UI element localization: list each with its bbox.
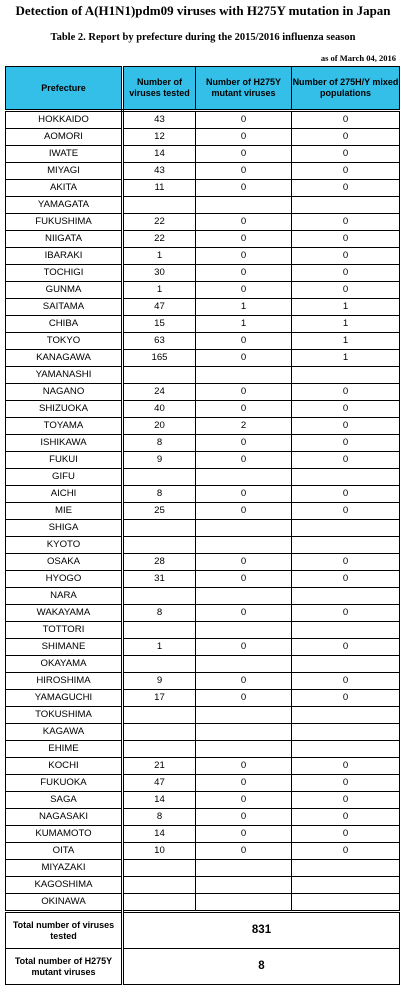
h275y-mutant-cell: 0 — [196, 503, 292, 520]
h275y-mutant-cell: 0 — [196, 639, 292, 656]
table-row — [6, 605, 400, 622]
viruses-tested-cell — [123, 622, 196, 639]
prefecture-cell: OKAYAMA — [6, 656, 123, 673]
mixed-population-cell: 0 — [292, 554, 400, 571]
total-tested-value: 831 — [123, 912, 400, 949]
h275y-mutant-cell — [196, 724, 292, 741]
viruses-tested-cell: 22 — [123, 231, 196, 248]
h275y-mutant-cell: 1 — [196, 299, 292, 316]
h275y-mutant-cell: 0 — [196, 146, 292, 163]
table-row — [6, 622, 400, 639]
viruses-tested-cell: 1 — [123, 282, 196, 299]
viruses-tested-cell: 47 — [123, 775, 196, 792]
h275y-mutant-cell: 0 — [196, 214, 292, 231]
viruses-tested-cell — [123, 197, 196, 214]
h275y-mutant-cell — [196, 741, 292, 758]
mixed-population-cell — [292, 367, 400, 384]
mixed-population-cell: 0 — [292, 826, 400, 843]
total-mutants-value: 8 — [123, 949, 400, 985]
mixed-population-cell — [292, 520, 400, 537]
mixed-population-cell: 1 — [292, 333, 400, 350]
prefecture-cell: EHIME — [6, 741, 123, 758]
h275y-mutant-cell: 0 — [196, 758, 292, 775]
table-row — [6, 724, 400, 741]
table-row — [6, 758, 400, 775]
h275y-mutant-cell — [196, 520, 292, 537]
table-row — [6, 503, 400, 520]
table-row — [6, 350, 400, 367]
table-row — [6, 282, 400, 299]
table-row — [6, 163, 400, 180]
h275y-mutant-cell — [196, 656, 292, 673]
table-row — [6, 418, 400, 435]
viruses-tested-cell: 14 — [123, 146, 196, 163]
total-row-mutants — [6, 949, 400, 985]
table-row — [6, 571, 400, 588]
viruses-tested-cell: 165 — [123, 350, 196, 367]
mixed-population-cell: 0 — [292, 639, 400, 656]
h275y-mutant-cell: 0 — [196, 333, 292, 350]
h275y-mutant-cell: 0 — [196, 452, 292, 469]
prefecture-cell: TOKUSHIMA — [6, 707, 123, 724]
table-row — [6, 180, 400, 197]
viruses-tested-cell — [123, 656, 196, 673]
prefecture-cell: TOYAMA — [6, 418, 123, 435]
viruses-tested-cell: 43 — [123, 163, 196, 180]
prefecture-cell: MIYAGI — [6, 163, 123, 180]
h275y-mutant-cell — [196, 622, 292, 639]
mixed-population-cell — [292, 622, 400, 639]
mixed-population-cell — [292, 741, 400, 758]
mixed-population-cell — [292, 860, 400, 877]
prefecture-cell: KAGAWA — [6, 724, 123, 741]
mixed-population-cell: 0 — [292, 282, 400, 299]
table-row — [6, 792, 400, 809]
viruses-tested-cell — [123, 877, 196, 894]
table-row — [6, 588, 400, 605]
viruses-tested-cell: 17 — [123, 690, 196, 707]
mixed-population-cell — [292, 877, 400, 894]
h275y-mutant-cell — [196, 588, 292, 605]
viruses-tested-cell — [123, 741, 196, 758]
viruses-tested-cell: 9 — [123, 673, 196, 690]
h275y-mutant-cell: 0 — [196, 826, 292, 843]
viruses-tested-cell: 25 — [123, 503, 196, 520]
prefecture-cell: YAMAGATA — [6, 197, 123, 214]
page-title: Detection of A(H1N1)pdm09 viruses with H275Y mutation in Japan — [15, 3, 391, 18]
prefecture-cell: SAGA — [6, 792, 123, 809]
h275y-mutant-cell — [196, 877, 292, 894]
table-row — [6, 639, 400, 656]
prefecture-cell: KAGOSHIMA — [6, 877, 123, 894]
table-row — [6, 129, 400, 146]
viruses-tested-cell: 43 — [123, 111, 196, 129]
viruses-tested-cell — [123, 894, 196, 912]
h275y-mutant-cell: 0 — [196, 554, 292, 571]
mixed-population-cell: 0 — [292, 605, 400, 622]
h275y-mutant-cell: 0 — [196, 673, 292, 690]
h275y-mutant-cell — [196, 469, 292, 486]
h275y-mutant-cell: 2 — [196, 418, 292, 435]
table-totals — [6, 912, 400, 985]
viruses-tested-cell: 1 — [123, 639, 196, 656]
mixed-population-cell: 0 — [292, 452, 400, 469]
prefecture-cell: ISHIKAWA — [6, 435, 123, 452]
prefecture-cell: HIROSHIMA — [6, 673, 123, 690]
mixed-population-cell: 0 — [292, 265, 400, 282]
table-row — [6, 894, 400, 912]
h275y-mutant-cell: 0 — [196, 265, 292, 282]
h275y-mutant-cell — [196, 894, 292, 912]
h275y-mutant-cell: 0 — [196, 571, 292, 588]
prefecture-cell: SAITAMA — [6, 299, 123, 316]
table-row — [6, 741, 400, 758]
viruses-tested-cell: 9 — [123, 452, 196, 469]
total-tested-label: Total number of viruses tested — [6, 912, 123, 949]
table-row — [6, 656, 400, 673]
prefecture-cell: FUKUSHIMA — [6, 214, 123, 231]
table-row — [6, 554, 400, 571]
viruses-tested-cell: 15 — [123, 316, 196, 333]
prefecture-cell: KYOTO — [6, 537, 123, 554]
table-row — [6, 469, 400, 486]
h275y-mutant-cell — [196, 367, 292, 384]
prefecture-cell: OITA — [6, 843, 123, 860]
prefecture-cell: WAKAYAMA — [6, 605, 123, 622]
table-row — [6, 401, 400, 418]
table-row — [6, 384, 400, 401]
prefecture-cell: TOCHIGI — [6, 265, 123, 282]
viruses-tested-cell — [123, 367, 196, 384]
viruses-tested-cell: 47 — [123, 299, 196, 316]
table-row — [6, 197, 400, 214]
h275y-mutant-cell: 0 — [196, 486, 292, 503]
prefecture-cell: FUKUI — [6, 452, 123, 469]
prefecture-cell: TOKYO — [6, 333, 123, 350]
prefecture-cell: NAGANO — [6, 384, 123, 401]
prefecture-cell: KANAGAWA — [6, 350, 123, 367]
mixed-population-cell: 0 — [292, 503, 400, 520]
viruses-tested-cell: 28 — [123, 554, 196, 571]
h275y-mutant-cell — [196, 537, 292, 554]
prefecture-cell: CHIBA — [6, 316, 123, 333]
prefecture-cell: GUNMA — [6, 282, 123, 299]
table-row — [6, 707, 400, 724]
viruses-tested-cell: 21 — [123, 758, 196, 775]
mixed-population-cell: 0 — [292, 384, 400, 401]
table-row — [6, 843, 400, 860]
viruses-tested-cell: 1 — [123, 248, 196, 265]
table-row — [6, 673, 400, 690]
mixed-population-cell: 0 — [292, 180, 400, 197]
viruses-tested-cell — [123, 469, 196, 486]
h275y-mutant-cell: 0 — [196, 809, 292, 826]
table-row — [6, 111, 400, 129]
h275y-mutant-cell: 0 — [196, 282, 292, 299]
mixed-population-cell: 0 — [292, 690, 400, 707]
viruses-tested-cell: 63 — [123, 333, 196, 350]
prefecture-cell: KUMAMOTO — [6, 826, 123, 843]
h275y-mutant-cell: 0 — [196, 180, 292, 197]
prefecture-cell: IWATE — [6, 146, 123, 163]
h275y-mutant-cell: 0 — [196, 384, 292, 401]
total-mutants-label: Total number of H275Y mutant viruses — [6, 949, 123, 985]
mixed-population-cell: 0 — [292, 418, 400, 435]
mixed-population-cell — [292, 469, 400, 486]
table-row — [6, 214, 400, 231]
h275y-mutant-cell — [196, 860, 292, 877]
table-row — [6, 248, 400, 265]
prefecture-cell: OSAKA — [6, 554, 123, 571]
viruses-tested-cell: 40 — [123, 401, 196, 418]
viruses-tested-cell: 10 — [123, 843, 196, 860]
prefecture-cell: FUKUOKA — [6, 775, 123, 792]
prefecture-cell: IBARAKI — [6, 248, 123, 265]
mixed-population-cell: 1 — [292, 350, 400, 367]
table-row — [6, 877, 400, 894]
h275y-mutant-cell: 0 — [196, 690, 292, 707]
mixed-population-cell — [292, 724, 400, 741]
viruses-tested-cell: 31 — [123, 571, 196, 588]
viruses-tested-cell: 30 — [123, 265, 196, 282]
h275y-mutant-cell: 0 — [196, 163, 292, 180]
table-row — [6, 435, 400, 452]
prefecture-cell: SHIZUOKA — [6, 401, 123, 418]
table-row — [6, 367, 400, 384]
viruses-tested-cell: 8 — [123, 435, 196, 452]
header-h275y-mutants: Number of H275Y mutant viruses — [196, 67, 292, 111]
viruses-tested-cell — [123, 588, 196, 605]
prefecture-cell: TOTTORI — [6, 622, 123, 639]
prefecture-cell: YAMANASHI — [6, 367, 123, 384]
viruses-tested-cell: 12 — [123, 129, 196, 146]
mixed-population-cell — [292, 537, 400, 554]
viruses-tested-cell: 11 — [123, 180, 196, 197]
mixed-population-cell: 0 — [292, 758, 400, 775]
mixed-population-cell: 0 — [292, 792, 400, 809]
prefecture-cell: SHIGA — [6, 520, 123, 537]
table-body — [6, 111, 400, 912]
viruses-tested-cell: 8 — [123, 605, 196, 622]
table-row — [6, 826, 400, 843]
prefecture-cell: NARA — [6, 588, 123, 605]
prefecture-cell: KOCHI — [6, 758, 123, 775]
mixed-population-cell: 0 — [292, 129, 400, 146]
mixed-population-cell: 0 — [292, 111, 400, 129]
h275y-mutant-cell: 0 — [196, 401, 292, 418]
table-row — [6, 690, 400, 707]
h275y-mutant-cell: 0 — [196, 129, 292, 146]
h275y-mutant-cell: 0 — [196, 231, 292, 248]
viruses-tested-cell — [123, 860, 196, 877]
prefecture-cell: NIIGATA — [6, 231, 123, 248]
prefecture-cell: MIYAZAKI — [6, 860, 123, 877]
viruses-tested-cell: 14 — [123, 826, 196, 843]
viruses-tested-cell: 14 — [123, 792, 196, 809]
viruses-tested-cell: 20 — [123, 418, 196, 435]
viruses-tested-cell: 24 — [123, 384, 196, 401]
mixed-population-cell — [292, 656, 400, 673]
h275y-mutant-cell: 0 — [196, 605, 292, 622]
viruses-tested-cell — [123, 537, 196, 554]
mixed-population-cell: 0 — [292, 248, 400, 265]
table-row — [6, 775, 400, 792]
header-prefecture: Prefecture — [6, 67, 123, 111]
h275y-mutant-cell — [196, 197, 292, 214]
table-header — [6, 67, 400, 111]
header-mixed-populations: Number of 275H/Y mixed populations — [292, 67, 400, 111]
mixed-population-cell: 1 — [292, 299, 400, 316]
table-row — [6, 860, 400, 877]
h275y-mutant-cell: 0 — [196, 350, 292, 367]
mixed-population-cell: 0 — [292, 775, 400, 792]
h275y-mutant-cell: 0 — [196, 792, 292, 809]
viruses-tested-cell — [123, 707, 196, 724]
mixed-population-cell — [292, 197, 400, 214]
table-caption: Table 2. Report by prefecture during the 2015/2016 influenza season — [50, 32, 356, 43]
viruses-tested-cell: 8 — [123, 809, 196, 826]
h275y-mutant-cell: 0 — [196, 843, 292, 860]
table-row — [6, 265, 400, 282]
h275y-mutant-cell: 0 — [196, 111, 292, 129]
mixed-population-cell: 1 — [292, 316, 400, 333]
prefecture-cell: SHIMANE — [6, 639, 123, 656]
mixed-population-cell: 0 — [292, 163, 400, 180]
prefecture-cell: HYOGO — [6, 571, 123, 588]
mixed-population-cell: 0 — [292, 843, 400, 860]
mixed-population-cell: 0 — [292, 214, 400, 231]
table-row — [6, 299, 400, 316]
mixed-population-cell: 0 — [292, 146, 400, 163]
table-row — [6, 809, 400, 826]
table-row — [6, 333, 400, 350]
h275y-mutant-cell: 0 — [196, 435, 292, 452]
prefecture-cell: YAMAGUCHI — [6, 690, 123, 707]
viruses-tested-cell: 22 — [123, 214, 196, 231]
prefecture-cell: OKINAWA — [6, 894, 123, 912]
mixed-population-cell: 0 — [292, 231, 400, 248]
h275y-mutant-cell: 1 — [196, 316, 292, 333]
viruses-tested-cell — [123, 724, 196, 741]
mixed-population-cell: 0 — [292, 809, 400, 826]
mixed-population-cell — [292, 588, 400, 605]
table-row — [6, 452, 400, 469]
h275y-mutant-cell — [196, 707, 292, 724]
prefecture-cell: AICHI — [6, 486, 123, 503]
table-row — [6, 316, 400, 333]
prefecture-cell: GIFU — [6, 469, 123, 486]
table-row — [6, 537, 400, 554]
h275y-mutant-cell: 0 — [196, 775, 292, 792]
viruses-tested-cell: 8 — [123, 486, 196, 503]
viruses-tested-cell — [123, 520, 196, 537]
h275y-mutant-cell: 0 — [196, 248, 292, 265]
table-row — [6, 520, 400, 537]
mixed-population-cell: 0 — [292, 401, 400, 418]
header-viruses-tested: Number of viruses tested — [123, 67, 196, 111]
mixed-population-cell: 0 — [292, 571, 400, 588]
prefecture-report-table — [5, 66, 400, 985]
table-row — [6, 231, 400, 248]
mixed-population-cell: 0 — [292, 486, 400, 503]
table-row — [6, 146, 400, 163]
mixed-population-cell: 0 — [292, 435, 400, 452]
header-row — [6, 67, 400, 111]
prefecture-cell: NAGASAKI — [6, 809, 123, 826]
mixed-population-cell — [292, 707, 400, 724]
table-row — [6, 486, 400, 503]
prefecture-cell: HOKKAIDO — [6, 111, 123, 129]
prefecture-cell: MIE — [6, 503, 123, 520]
total-row-tested — [6, 912, 400, 949]
mixed-population-cell: 0 — [292, 673, 400, 690]
mixed-population-cell — [292, 894, 400, 912]
prefecture-cell: AOMORI — [6, 129, 123, 146]
as-of-date: as of March 04, 2016 — [320, 53, 396, 63]
prefecture-cell: AKITA — [6, 180, 123, 197]
